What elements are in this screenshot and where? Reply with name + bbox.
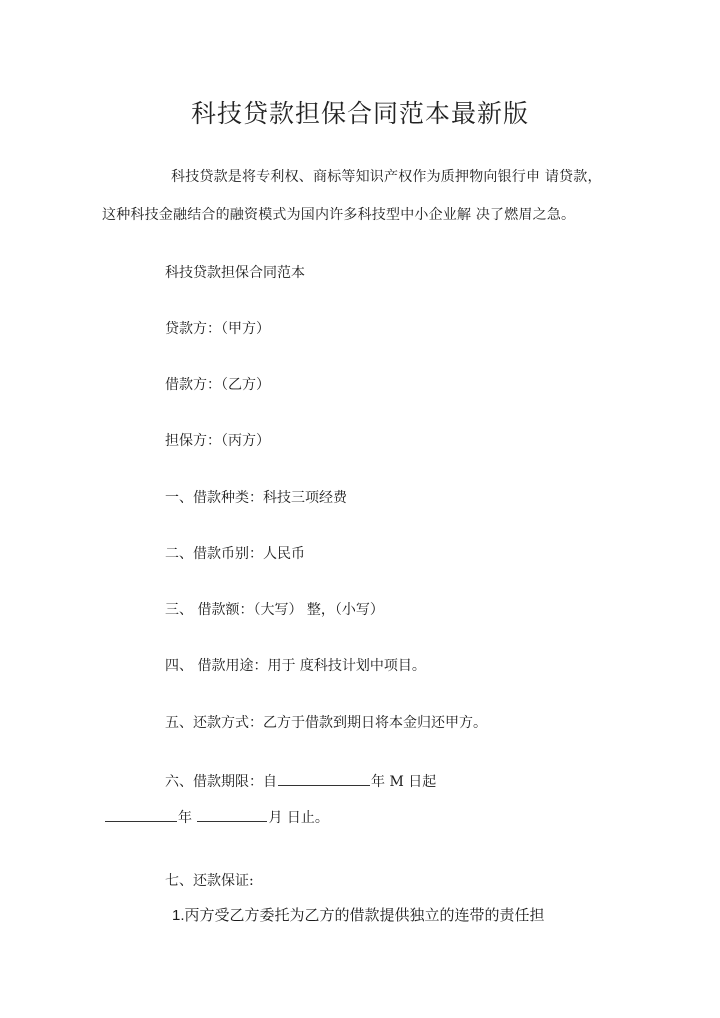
blank-field	[197, 807, 267, 822]
intro-paragraph-line-2: 这种科技金融结合的融资模式为国内许多科技型中小企业解 决了燃眉之急。	[102, 207, 576, 223]
borrower-line: 借款方：（乙方）	[165, 377, 270, 393]
guarantor-line: 担保方：（丙方）	[165, 433, 270, 449]
contract-subtitle: 科技贷款担保合同范本	[165, 265, 305, 281]
clause-term-year: 年	[178, 810, 192, 826]
clause-term-line-2	[104, 807, 329, 827]
clause-term-start: 年 M 日起	[371, 774, 437, 790]
document-title: 科技贷款担保合同范本最新版	[190, 99, 529, 128]
clause-term-label: 六、借款期限：自	[165, 774, 277, 790]
clause-guarantee-item-1: 1.丙方受乙方委托为乙方的借款提供独立的连带的责任担	[172, 907, 545, 924]
clause-loan-type: 一、借款种类：科技三项经费	[165, 490, 347, 506]
clause-repayment: 五、还款方式：乙方于借款到期日将本金归还甲方。	[165, 715, 487, 731]
clause-term-line-1	[165, 771, 436, 791]
clause-purpose: 四、 借款用途：用于 度科技计划中项目。	[165, 658, 426, 674]
clause-currency: 二、借款币别：人民币	[165, 546, 305, 562]
clause-term-end: 月 日止。	[268, 810, 329, 826]
blank-field	[105, 807, 177, 822]
clause-amount: 三、 借款额：（大写） 整，（小写）	[165, 602, 384, 618]
clause-guarantee: 七、还款保证:	[165, 873, 254, 889]
intro-paragraph-line-1: 科技贷款是将专利权、商标等知识产权作为质押物向银行申 请贷款，	[171, 169, 602, 185]
blank-field	[278, 771, 370, 786]
lender-line: 贷款方：（甲方）	[165, 321, 270, 337]
